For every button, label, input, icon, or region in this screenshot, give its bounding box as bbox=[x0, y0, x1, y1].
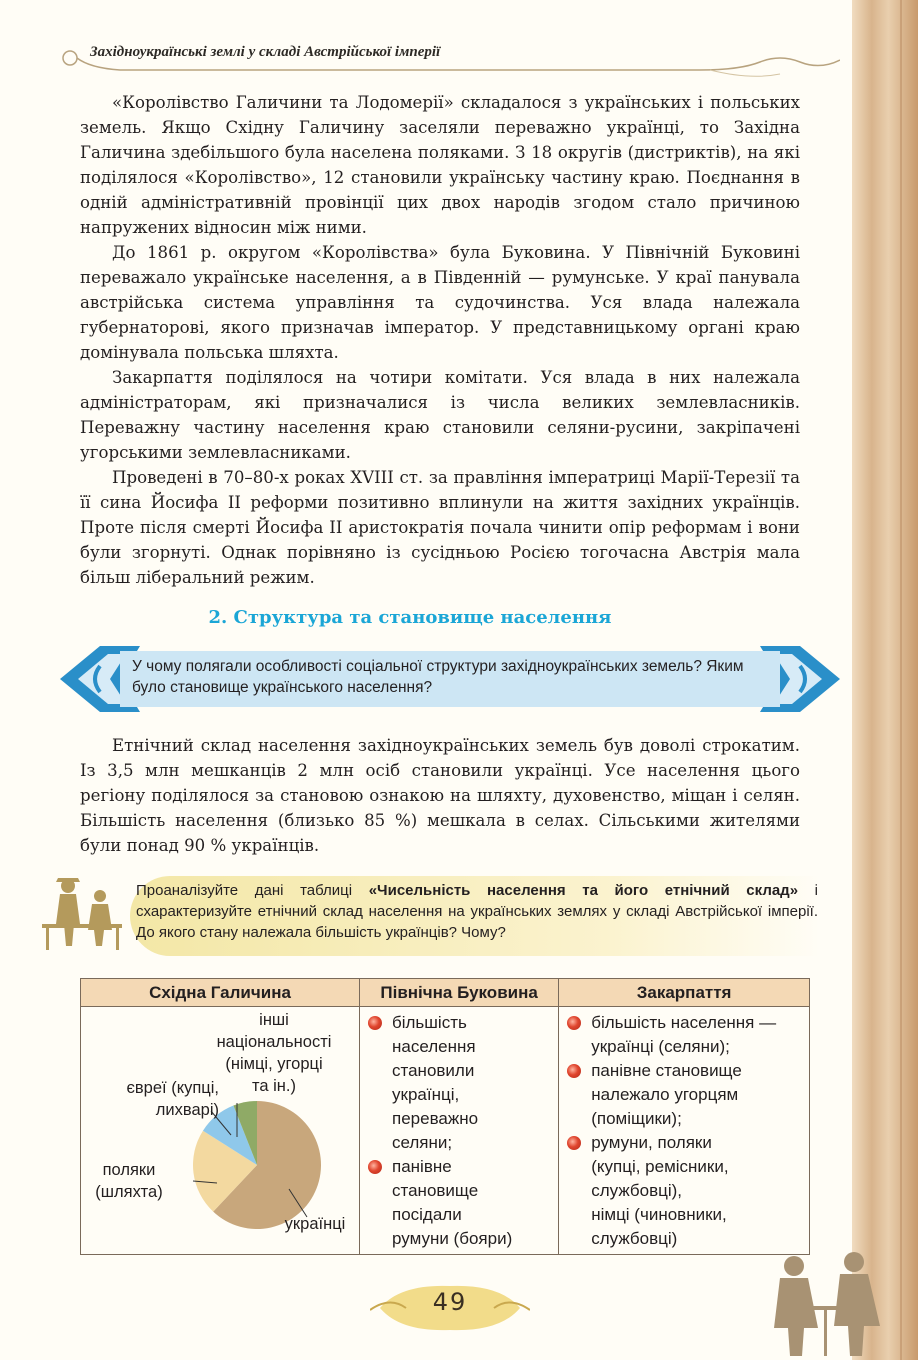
bullet-icon bbox=[567, 1136, 581, 1150]
list-item: становили bbox=[392, 1061, 475, 1080]
bullet-icon bbox=[567, 1016, 581, 1030]
list-item: населення bbox=[392, 1037, 476, 1056]
list-item bbox=[565, 1059, 809, 1083]
paragraph-5: Етнічний склад населення західноукраїнських земель був доволі строкатим. Із 3,5 млн мешканців 2 млн осіб становили українці. Усе населення цього регіону поділялося за становою ознакою на шляхту, духовенство, міщан і селян. Більшість населення (близько 85 %) мешкала в селах. Сільськими жителями були понад 90 % українців. bbox=[80, 736, 800, 855]
pie-label-line: лихварі) bbox=[155, 1101, 219, 1119]
pie-label-line: та ін.) bbox=[252, 1077, 296, 1095]
list-item bbox=[565, 1131, 809, 1155]
pie-chart-area bbox=[81, 1007, 359, 1253]
bukovina-list bbox=[360, 1007, 558, 1251]
table-header-cell: Закарпаття bbox=[559, 979, 810, 1007]
running-header-title: Західноукраїнські землі у складі Австрійської імперії bbox=[90, 44, 441, 60]
question-text: У чому полягали особливості соціальної структури західноукраїнських земель? Яким було становище українського населення? bbox=[132, 658, 744, 696]
task-text bbox=[136, 880, 818, 943]
list-item: переважно bbox=[392, 1109, 479, 1128]
pie-label-poles bbox=[87, 1159, 171, 1203]
list-item: становище bbox=[392, 1181, 479, 1200]
body-text-top bbox=[80, 90, 800, 590]
pie-label-line: (шляхта) bbox=[95, 1183, 163, 1201]
task-text-start: Проаналізуйте дані таблиці bbox=[136, 882, 369, 899]
pie-label-line: інші bbox=[259, 1011, 289, 1029]
list-item: (купці, ремісники, bbox=[591, 1157, 729, 1176]
pie-label-line: євреї (купці, bbox=[126, 1079, 219, 1097]
pie-label-line: національності bbox=[216, 1033, 332, 1051]
page-edge-line bbox=[900, 0, 902, 1360]
bullet-icon bbox=[567, 1064, 581, 1078]
list-item: румуни (бояри) bbox=[392, 1229, 513, 1248]
galicia-cell bbox=[81, 1007, 360, 1255]
list-item: українці, bbox=[392, 1085, 460, 1104]
page-edge-decoration bbox=[852, 0, 918, 1360]
pie-label-jews bbox=[103, 1077, 219, 1121]
population-table bbox=[80, 978, 810, 1255]
list-item: належало угорцям bbox=[591, 1085, 739, 1104]
body-text-middle bbox=[80, 733, 800, 858]
list-item: посідали bbox=[392, 1205, 462, 1224]
zakarpattia-cell bbox=[559, 1007, 810, 1255]
paragraph-1: «Королівство Галичини та Лодомерії» складалося з українських і польських земель. Якщо Східну Галичину заселяли переважно українці, то Західна Галичина здебільшого була населена поляками. З 18 округів (дистриктів), на які поділялося «Королівство», 12 становили українську частину краю. Поєднання в одній адміністративній провінції цих двох народів згодом стало причиною напружених відносин між ними. bbox=[80, 93, 800, 237]
bullet-icon bbox=[368, 1160, 382, 1174]
table-row bbox=[81, 1007, 810, 1255]
section-title: 2. Структура та становище населення bbox=[208, 607, 612, 628]
paragraph-2: До 1861 р. округом «Королівства» була Буковина. У Північній Буковині переважало українське населення, а в Південній — румунське. У краї панувала австрійська система управління та судочинства. Уся влада належала губернаторові, якого призначав імператор. У представницькому органі краю домінувала польська шляхта. bbox=[80, 243, 800, 362]
list-item bbox=[565, 1011, 809, 1035]
list-item: селяни; bbox=[392, 1133, 453, 1152]
list-item: українці (селяни); bbox=[591, 1037, 730, 1056]
list-item bbox=[366, 1155, 558, 1179]
pie-label-line: (німці, угорці bbox=[225, 1055, 323, 1073]
bukovina-cell bbox=[360, 1007, 559, 1255]
table-header-row bbox=[81, 979, 810, 1007]
list-item: службовці) bbox=[591, 1229, 678, 1248]
task-band bbox=[30, 870, 819, 958]
bullet-icon bbox=[368, 1016, 382, 1030]
page-number-badge bbox=[370, 1278, 530, 1336]
paragraph-4: Проведені в 70–80-х роках XVIII ст. за правління імператриці Марії-Терезії та її сина Йосифа II реформи позитивно вплинули на життя західних українців. Проте після смерті Йосифа II аристократія почала чинити опір реформам і вони були згорнуті. Однак порівняно із сусідньою Росією тогочасна Австрія мала більш ліберальний режим. bbox=[80, 468, 800, 587]
list-line: панівне становище bbox=[591, 1061, 742, 1080]
task-text-end: і схарактеризуйте етнічний склад населення на українських землях у складі Австрійської імперії. До якого стану належала більшість українців? Чому? bbox=[136, 882, 819, 941]
table-header-cell: Східна Галичина bbox=[81, 979, 360, 1007]
page-number: 49 bbox=[432, 1288, 468, 1316]
list-item: німці (чиновники, bbox=[591, 1205, 727, 1224]
reading-couple-silhouette-icon bbox=[760, 1248, 890, 1358]
task-table-title: «Чисельність населення та його етнічний склад» bbox=[368, 882, 799, 899]
zakarpattia-list bbox=[559, 1007, 809, 1251]
paragraph-3: Закарпаття поділялося на чотири комітати. Уся влада в них належала адміністраторам, які призначалися із числа великих землевласників. Переважну частину населення краю становили селяни-русини, закріпачені угорськими землевласниками. bbox=[80, 368, 800, 462]
list-line: більшість населення — bbox=[591, 1013, 777, 1032]
list-line: румуни, поляки bbox=[591, 1133, 712, 1152]
pie-label-ukrainians: українці bbox=[284, 1215, 346, 1233]
running-header bbox=[60, 40, 840, 80]
list-item: службовці), bbox=[591, 1181, 683, 1200]
list-item bbox=[366, 1011, 558, 1035]
list-line: більшість bbox=[392, 1013, 467, 1032]
list-line: панівне bbox=[392, 1157, 452, 1176]
pie-label-line: поляки bbox=[102, 1161, 156, 1179]
table-header-cell: Північна Буковина bbox=[360, 979, 559, 1007]
question-band bbox=[60, 646, 840, 712]
pie-label-others bbox=[199, 1009, 349, 1097]
list-item: (поміщики); bbox=[591, 1109, 682, 1128]
researchers-silhouette-icon bbox=[38, 874, 128, 954]
